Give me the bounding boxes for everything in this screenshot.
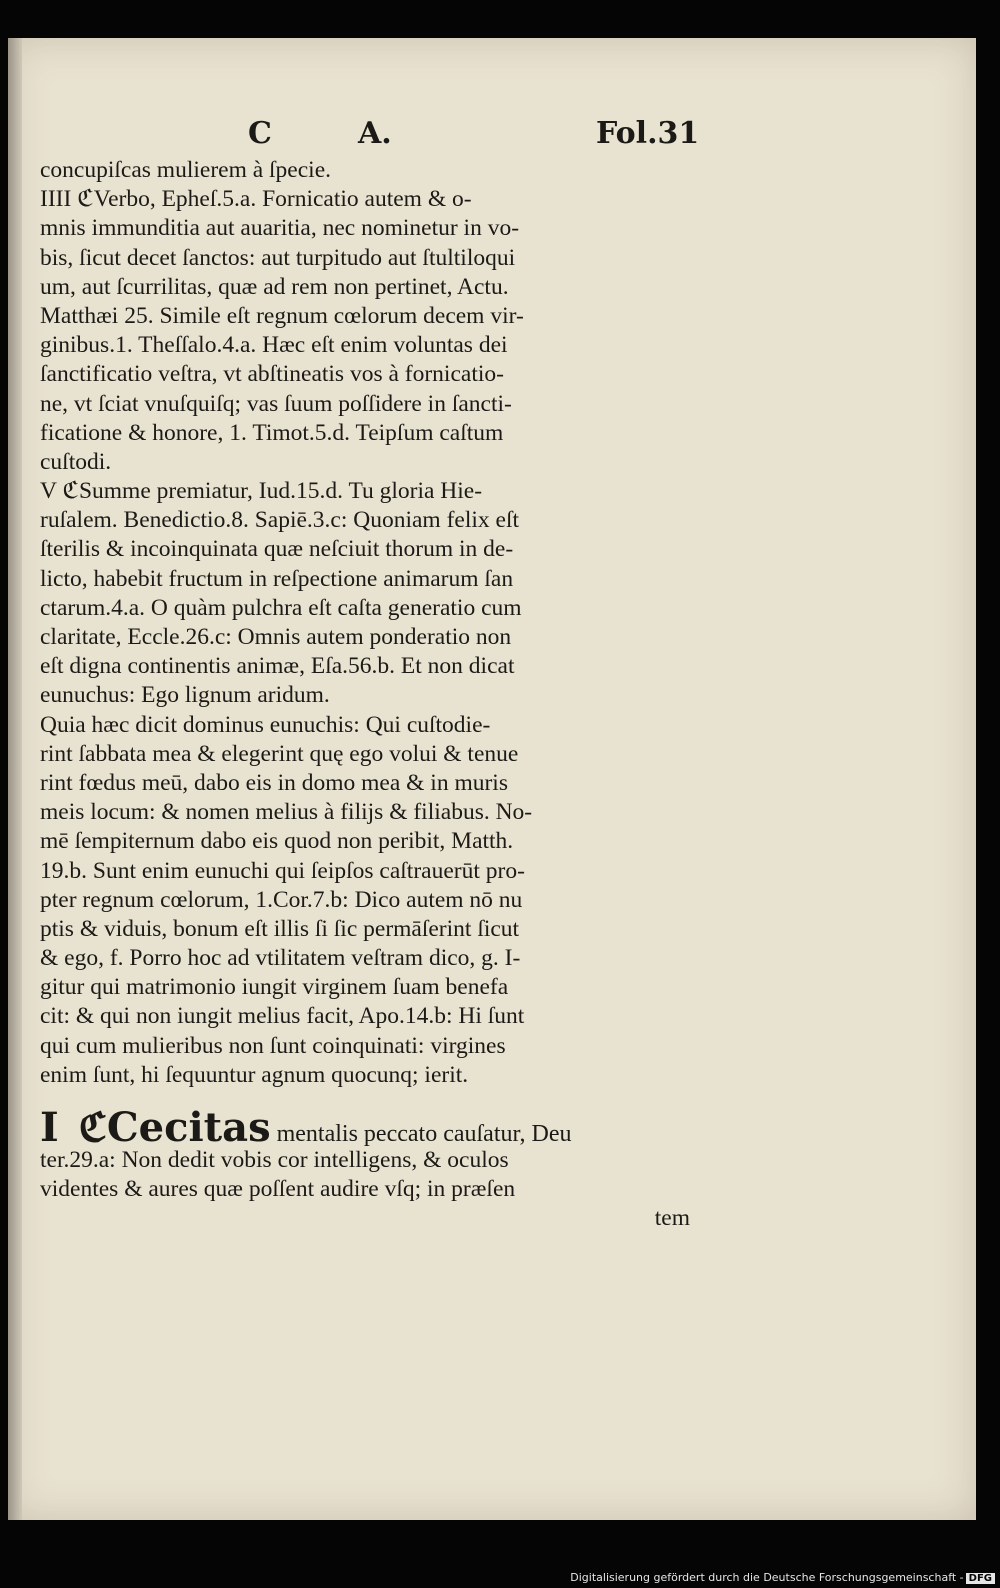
text-line: V ℭSumme premiatur, Iud.15.d. Tu gloria Hie- <box>40 478 483 505</box>
text-line: mnis immunditia aut auaritia, nec nominetur in vo- <box>40 215 520 242</box>
catchword: tem <box>654 1205 690 1232</box>
text-line: gitur qui matrimonio iungit virginem ſuam benefa <box>40 974 509 1001</box>
text-line: cuſtodi. <box>40 448 112 475</box>
text-lines <box>40 156 700 1090</box>
text-line: eunuchus: Ego lignum aridum. <box>40 682 330 709</box>
text-line: eſt digna continentis animæ, Eſa.56.b. Et non dicat <box>40 653 515 680</box>
text-line: claritate, Eccle.26.c: Omnis autem ponderatio non <box>40 624 512 650</box>
text-line: & ego, f. Porro hoc ad vtilitatem veſtram dico, g. I- <box>40 945 521 972</box>
text-line: licto, habebit fructum in reſpectione animarum ſan <box>40 565 514 592</box>
text-line: bis, ſicut decet ſanctos: aut turpitudo aut ſtultiloqui <box>40 244 516 271</box>
text-line: ſanctificatio veſtra, vt abſtineatis vos à fornicatio- <box>40 361 504 388</box>
text-line: Quia hæc dicit dominus eunuchis: Qui cuſtodie- <box>40 711 491 738</box>
section-numeral: I <box>40 1104 59 1151</box>
text-line: ne, vt ſciat vnuſquiſq; vas ſuum poſſidere in ſancti- <box>40 390 512 417</box>
header-left: C <box>248 116 272 151</box>
text-line: concupiſcas mulierem à ſpecie. <box>40 157 332 183</box>
section-first-line-text: mentalis peccato cauſatur, Deu <box>270 1121 572 1147</box>
text-line: ginibus.1. Theſſalo.4.a. Hæc eſt enim voluntas dei <box>40 332 508 359</box>
section-first-line <box>40 1104 700 1151</box>
text-line: qui cum mulieribus non ſunt coinquinati: virgines <box>40 1032 506 1059</box>
text-line: rint ſabbata mea & elegerint quę ego volui & tenue <box>40 740 519 767</box>
page-content <box>8 38 976 1520</box>
text-line: ficatione & honore, 1. Timot.5.d. Teipſum caſtum <box>40 419 504 446</box>
text-line: pter regnum cœlorum, 1.Cor.7.b: Dico autem nō nu <box>40 886 523 913</box>
text-line: Matthæi 25. Simile eſt regnum cœlorum decem vir- <box>40 302 524 329</box>
text-line: ruſalem. Benedictio.8. Sapiē.3.c: Quoniam felix eſt <box>40 507 520 534</box>
text-line: ctarum.4.a. O quàm pulchra eſt caſta generatio cum <box>40 594 522 621</box>
header-middle: A. <box>358 116 392 151</box>
text-line: meis locum: & nomen melius à filijs & filiabus. No- <box>40 799 533 826</box>
text-line: ſterilis & incoinquinata quæ neſciuit thorum in de- <box>40 536 514 563</box>
digitization-credit <box>0 1571 995 1584</box>
section-line: ter.29.a: Non dedit vobis cor intelligens, & oculos <box>40 1147 509 1173</box>
dfg-logo: DFG <box>966 1573 995 1584</box>
credit-text: Digitalisierung gefördert durch die Deutsche Forschungsgemeinschaft - <box>570 1571 964 1584</box>
text-line: cit: & qui non iungit melius facit, Apo.14.b: Hi ſunt <box>40 1003 525 1030</box>
folio-number: Fol.31 <box>596 116 700 151</box>
body-text <box>40 156 700 1234</box>
text-line: 19.b. Sunt enim eunuchi qui ſeipſos caſtrauerūt pro- <box>40 857 525 884</box>
text-line: mē ſempiternum dabo eis quod non peribit, Matth. <box>40 828 514 855</box>
decorated-initial-word: ℭCecitas <box>78 1104 271 1151</box>
section-line: videntes & aures quæ poſſent audire vſq; in præſen <box>40 1176 516 1203</box>
text-line: IIII ℭVerbo, Epheſ.5.a. Fornicatio autem & o- <box>40 186 472 213</box>
text-line: enim ſunt, hi ſequuntur agnum quocunq; ierit. <box>40 1061 469 1088</box>
running-header <box>8 116 976 156</box>
text-line: um, aut ſcurrilitas, quæ ad rem non pertinet, Actu. <box>40 273 509 300</box>
text-line: ptis & viduis, bonum eſt illis ſi ſic permāſerint ſicut <box>40 915 520 942</box>
text-line: rint fœdus meū, dabo eis in domo mea & in muris <box>40 769 508 796</box>
